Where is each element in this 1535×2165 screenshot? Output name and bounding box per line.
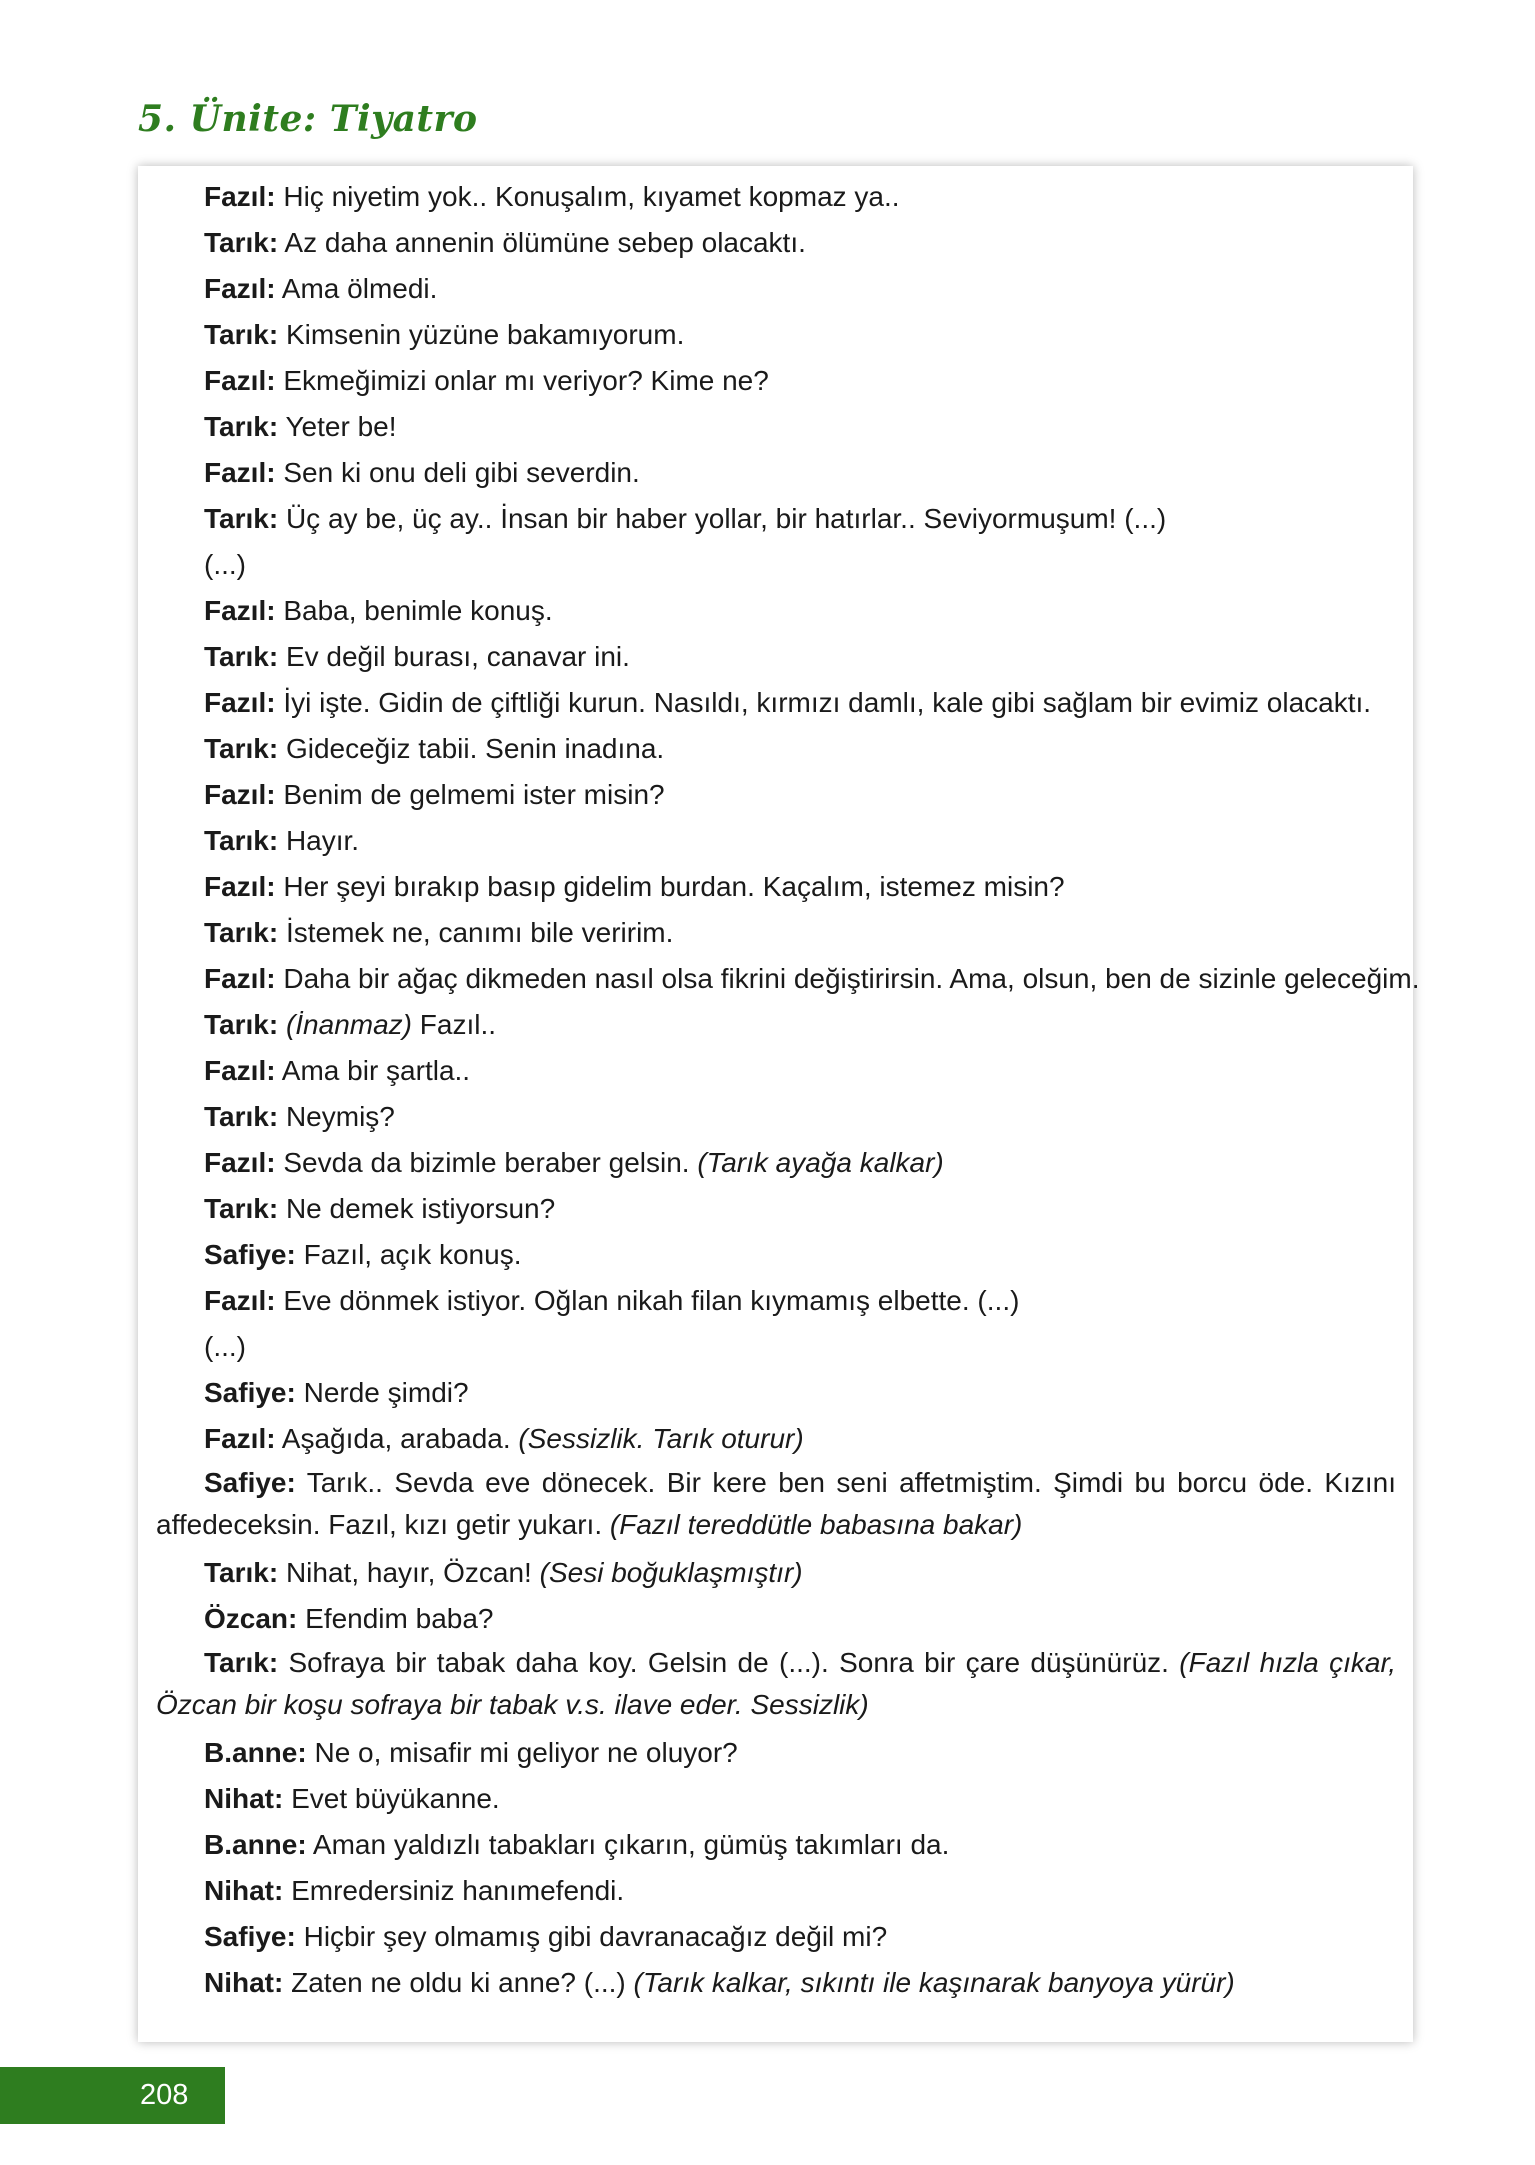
speaker-name: Tarık:: [204, 733, 279, 764]
line-text: Zaten ne oldu ki anne? (...): [283, 1967, 634, 1998]
page-number: 208: [140, 2079, 189, 2111]
line-text: İstemek ne, canımı bile veririm.: [278, 917, 674, 948]
line-text: Nerde şimdi?: [295, 1377, 469, 1408]
dialogue-line: [156, 1822, 1396, 1868]
stage-direction: (Tarık kalkar, sıkıntı ile kaşınarak banyoya yürür): [633, 1967, 1235, 1998]
speaker-name: Fazıl:: [204, 871, 276, 902]
line-text: Sen ki onu deli gibi severdin.: [275, 457, 640, 488]
line-text: Ama ölmedi.: [275, 273, 438, 304]
dialogue-list: [156, 174, 1420, 2006]
line-text: Her şeyi bırakıp basıp gidelim burdan. Kaçalım, istemez misin?: [275, 871, 1065, 902]
line-text: Ekmeğimizi onlar mı veriyor? Kime ne?: [275, 365, 769, 396]
speaker-name: Tarık:: [204, 917, 279, 948]
speaker-name: Fazıl:: [204, 1055, 276, 1086]
dialogue-line: [156, 1960, 1396, 2006]
stage-direction: (Sesi boğuklaşmıştır): [539, 1557, 803, 1588]
speaker-name: Nihat:: [204, 1967, 284, 1998]
speaker-name: Tarık:: [204, 1009, 279, 1040]
line-text: Neymiş?: [278, 1101, 395, 1132]
line-text: Sevda da bizimle beraber gelsin.: [275, 1147, 698, 1178]
dialogue-line: [156, 1416, 1396, 1462]
speaker-name: Fazıl:: [204, 1147, 276, 1178]
dialogue-line: [156, 680, 1396, 726]
speaker-name: Tarık:: [204, 1193, 279, 1224]
line-text: Benim de gelmemi ister misin?: [275, 779, 665, 810]
line-text: Daha bir ağaç dikmeden nasıl olsa fikrini değiştirirsin. Ama, olsun, ben de sizinle geleceğim.: [275, 963, 1420, 994]
line-text: Ama bir şartla..: [275, 1055, 471, 1086]
dialogue-line: [156, 910, 1396, 956]
dialogue-line: [156, 1776, 1396, 1822]
line-text: Hiçbir şey olmamış gibi davranacağız değil mi?: [295, 1921, 888, 1952]
stage-direction: (Tarık ayağa kalkar): [697, 1147, 944, 1178]
speaker-name: Tarık:: [204, 825, 279, 856]
line-text: Ne demek istiyorsun?: [278, 1193, 556, 1224]
line-text: Efendim baba?: [297, 1603, 494, 1634]
line-text: Ne o, misafir mi geliyor ne oluyor?: [306, 1737, 738, 1768]
dialogue-line: [156, 358, 1396, 404]
dialogue-line: [156, 1278, 1396, 1324]
dialogue-line: [156, 1002, 1396, 1048]
dialogue-line: [156, 266, 1396, 312]
speaker-name: Fazıl:: [204, 1285, 276, 1316]
dialogue-line: [156, 1186, 1396, 1232]
dialogue-panel: [138, 166, 1420, 2042]
line-text: Az daha annenin ölümüne sebep olacaktı.: [278, 227, 806, 258]
dialogue-line: [156, 1048, 1396, 1094]
dialogue-line: [156, 312, 1396, 358]
speaker-name: Tarık:: [204, 411, 279, 442]
dialogue-line: [156, 634, 1396, 680]
speaker-name: Fazıl:: [204, 1423, 276, 1454]
line-text: Sofraya bir tabak daha koy. Gelsin de (...). Sonra bir çare düşünürüz.: [278, 1647, 1180, 1678]
line-text: Eve dönmek istiyor. Oğlan nikah filan kıymamış elbette. (...): [275, 1285, 1020, 1316]
line-text: Tarık.. Sevda eve dönecek. Bir kere ben seni affetmiştim. Şimdi bu borcu öde. Kızını affedeceksin. Fazıl, kızı getir yukarı.: [156, 1467, 1396, 1540]
speaker-name: B.anne:: [204, 1829, 307, 1860]
line-text: Gideceğiz tabii. Senin inadına.: [278, 733, 665, 764]
line-text: Yeter be!: [278, 411, 397, 442]
line-text: Baba, benimle konuş.: [275, 595, 553, 626]
speaker-name: Fazıl:: [204, 365, 276, 396]
unit-title: 5. Ünite: Tiyatro: [138, 98, 478, 140]
speaker-name: Fazıl:: [204, 963, 276, 994]
dialogue-line: [156, 772, 1396, 818]
line-text: Fazıl..: [412, 1009, 497, 1040]
line-text: Hayır.: [278, 825, 360, 856]
speaker-name: Fazıl:: [204, 779, 276, 810]
speaker-name: Tarık:: [204, 319, 279, 350]
speaker-name: Nihat:: [204, 1875, 284, 1906]
line-text: Üç ay be, üç ay.. İnsan bir haber yollar, bir hatırlar.. Seviyormuşum! (...): [278, 503, 1167, 534]
dialogue-line: [156, 726, 1396, 772]
dialogue-line: [156, 1370, 1396, 1416]
dialogue-line: [156, 220, 1396, 266]
speaker-name: Safiye:: [204, 1921, 296, 1952]
stage-direction: (Fazıl tereddütle babasına bakar): [609, 1509, 1023, 1540]
stage-direction: (Sessizlik. Tarık oturur): [518, 1423, 804, 1454]
dialogue-line: [156, 864, 1396, 910]
line-text: Kimsenin yüzüne bakamıyorum.: [278, 319, 685, 350]
dialogue-line: [156, 450, 1396, 496]
dialogue-line: [156, 1868, 1396, 1914]
speaker-name: Fazıl:: [204, 457, 276, 488]
speaker-name: Özcan:: [204, 1603, 298, 1634]
dialogue-line: [156, 1914, 1396, 1960]
dialogue-line: [156, 404, 1396, 450]
line-text: Fazıl, açık konuş.: [295, 1239, 522, 1270]
dialogue-line: [156, 1596, 1396, 1642]
dialogue-line: [156, 174, 1396, 220]
line-text: (...): [204, 549, 246, 580]
line-text: Evet büyükanne.: [283, 1783, 500, 1814]
speaker-name: Tarık:: [204, 503, 279, 534]
speaker-name: Tarık:: [204, 1101, 279, 1132]
dialogue-line: [156, 496, 1396, 542]
speaker-name: Safiye:: [204, 1239, 296, 1270]
line-text: Aman yaldızlı tabakları çıkarın, gümüş takımları da.: [306, 1829, 950, 1860]
speaker-name: Tarık:: [204, 641, 279, 672]
dialogue-line: [156, 588, 1396, 634]
speaker-name: Tarık:: [204, 1647, 279, 1678]
speaker-name: Nihat:: [204, 1783, 284, 1814]
line-text: (...): [204, 1331, 246, 1362]
dialogue-line: [156, 1232, 1396, 1278]
dialogue-line: [156, 1140, 1396, 1186]
speaker-name: Tarık:: [204, 227, 279, 258]
speaker-name: B.anne:: [204, 1737, 307, 1768]
line-text: Aşağıda, arabada.: [275, 1423, 519, 1454]
page-number-badge: [0, 2067, 225, 2124]
line-text: Hiç niyetim yok.. Konuşalım, kıyamet kopmaz ya..: [275, 181, 900, 212]
stage-direction: (Fazıl hızla çıkar, Özcan bir koşu sofraya bir tabak v.s. ilave eder. Sessizlik): [156, 1647, 1396, 1720]
speaker-name: Tarık:: [204, 1557, 279, 1588]
speaker-name: Fazıl:: [204, 181, 276, 212]
dialogue-line: [156, 1550, 1396, 1596]
dialogue-line: [156, 1324, 1396, 1370]
speaker-name: Fazıl:: [204, 687, 276, 718]
line-text: Nihat, hayır, Özcan!: [278, 1557, 540, 1588]
line-text: Emredersiniz hanımefendi.: [283, 1875, 625, 1906]
dialogue-line: [156, 818, 1396, 864]
line-text: Ev değil burası, canavar ini.: [278, 641, 630, 672]
dialogue-line: [156, 1462, 1396, 1546]
line-text: İyi işte. Gidin de çiftliği kurun. Nasıldı, kırmızı damlı, kale gibi sağlam bir evimiz olacaktı.: [275, 687, 1372, 718]
dialogue-line: [156, 1730, 1396, 1776]
speaker-name: Fazıl:: [204, 595, 276, 626]
speaker-name: Safiye:: [204, 1467, 296, 1498]
stage-direction: (İnanmaz): [278, 1009, 412, 1040]
speaker-name: Safiye:: [204, 1377, 296, 1408]
speaker-name: Fazıl:: [204, 273, 276, 304]
dialogue-line: [156, 956, 1420, 1002]
dialogue-line: [156, 1642, 1396, 1726]
dialogue-line: [156, 542, 1396, 588]
dialogue-line: [156, 1094, 1396, 1140]
